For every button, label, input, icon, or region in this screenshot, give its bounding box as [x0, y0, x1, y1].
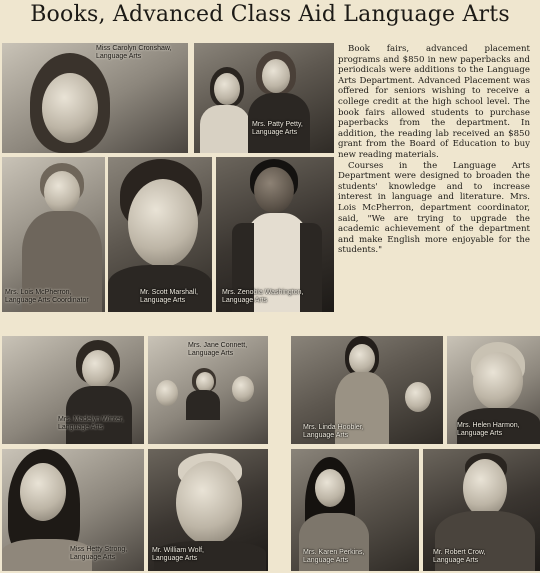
- photo-william-wolf: [148, 449, 268, 571]
- photo-karen-perkins: [291, 449, 419, 571]
- photo-caption: Miss Carolyn Cronshaw, Language Arts: [96, 45, 172, 60]
- photo-zenobia-washington: [216, 157, 334, 312]
- photo-caption: Mrs. Jane Connett, Language Arts: [188, 342, 248, 357]
- photo-hetty-strong: [2, 449, 144, 571]
- photo-caption: Mrs. Helen Harmon, Language Arts: [457, 422, 520, 437]
- photo-madelyn-winter: [2, 336, 144, 444]
- photo-caption: Miss Hetty Strong, Language Arts: [70, 546, 128, 561]
- photo-robert-crow: [423, 449, 540, 571]
- photo-caption: Mr. Scott Marshall, Language Arts: [140, 289, 198, 304]
- article-body: [338, 44, 530, 256]
- photo-patty-petty: [194, 43, 334, 153]
- photo-caption: Mr. William Wolf, Language Arts: [152, 547, 204, 562]
- article-paragraph: Book fairs, advanced placement programs and $850 in new paperbacks and periodicals were additions to the Language Arts Department. Advanced Placement was offered for seniors wishing to receive a college credit at the high school level. The book fairs allowed students to purchase paperbacks from the department. In addition, the reading lab received an $850 grant from the Board of Education to buy new reading materials.: [338, 44, 530, 160]
- photo-caption: Mrs. Linda Hoobler, Language Arts: [303, 424, 364, 439]
- page-title: Books, Advanced Class Aid Language Arts: [30, 2, 510, 27]
- photo-jane-connett: [148, 336, 268, 444]
- photo-caption: Mr. Robert Crow, Language Arts: [433, 549, 486, 564]
- photo-caption: Mrs. Patty Petty, Language Arts: [252, 121, 303, 136]
- photo-lois-mcpherron: [2, 157, 105, 312]
- photo-carolyn-cronshaw: [2, 43, 188, 153]
- article-paragraph: Courses in the Language Arts Department were designed to broaden the students' knowledge and to increase interest in language and literature. Mrs. Lois McPherron, department coordinator, said, "We are trying to upgrade the academic achievement of the department and make English more enjoyable for the students.": [338, 160, 530, 256]
- photo-caption: Mrs. Zenobia Washington, Language Arts: [222, 289, 304, 304]
- photo-helen-harmon: [447, 336, 540, 444]
- photo-scott-marshall: [108, 157, 212, 312]
- photo-caption: Mrs. Madelyn Winter, Language Arts: [58, 416, 124, 431]
- photo-linda-hoobler: [291, 336, 443, 444]
- photo-caption: Mrs. Karen Perkins, Language Arts: [303, 549, 365, 564]
- photo-caption: Mrs. Lois McPherron, Language Arts Coordinator: [5, 289, 89, 304]
